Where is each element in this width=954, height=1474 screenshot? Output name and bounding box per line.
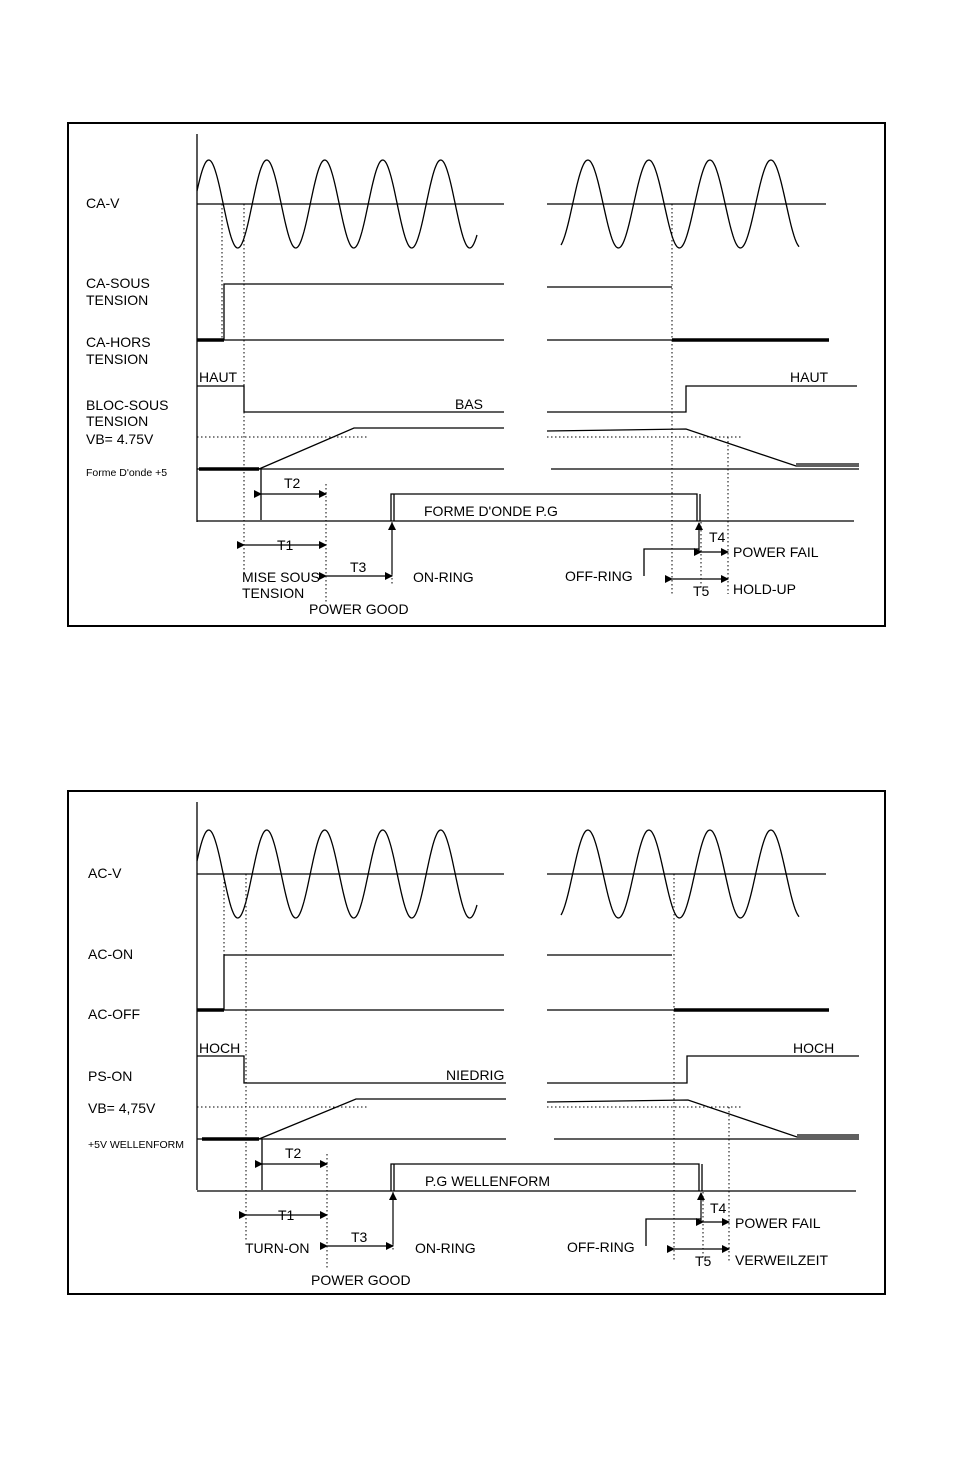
label-powergood: POWER GOOD [311,1272,411,1288]
label-v5: Forme D'onde +5 [86,467,168,479]
label-acoff-line2: TENSION [86,351,149,367]
label-acon-line1: AC-ON [88,946,134,962]
v5-rise-left [259,428,504,469]
label-t4: T4 [710,1200,727,1216]
label-high-right: HAUT [790,369,829,385]
label-low: BAS [455,396,484,412]
acon-signal-left [224,955,504,1010]
label-high-right: HOCH [793,1040,835,1056]
label-v5: +5V WELLENFORM [88,1139,184,1151]
label-powerfail: POWER FAIL [735,1215,821,1231]
label-high-left: HAUT [199,369,238,385]
label-pson-line1: PS-ON [88,1068,133,1084]
label-acon-line1: CA-SOUS [86,275,150,291]
label-offring: OFF-RING [567,1239,635,1255]
label-pson-line2: TENSION [86,413,149,429]
label-low: NIEDRIG [446,1067,505,1083]
label-powergood: POWER GOOD [309,601,409,617]
timing-diagram-french [67,122,886,627]
pson-signal-right [547,1056,859,1083]
label-t2: T2 [285,1145,302,1161]
label-t5: T5 [693,583,710,599]
label-high-left: HOCH [199,1040,241,1056]
timing-diagram-french-svg [69,124,888,629]
label-turnon-line2: TENSION [242,585,305,601]
label-vb: VB= 4,75V [88,1100,156,1116]
label-t3: T3 [351,1229,368,1245]
timing-diagram-german [67,790,886,1295]
label-pson-line1: BLOC-SOUS [86,397,169,413]
label-powerfail: POWER FAIL [733,544,819,560]
v5-fall-right [547,1100,859,1137]
label-acon-line2: TENSION [86,292,149,308]
label-t5: T5 [695,1253,712,1269]
label-t1: T1 [278,1207,295,1223]
label-t2: T2 [284,475,301,491]
label-acv: AC-V [88,865,122,881]
label-t4: T4 [709,529,726,545]
timing-diagram-german-svg [69,792,888,1297]
label-onring: ON-RING [413,569,474,585]
label-t3: T3 [350,559,367,575]
label-pg: FORME D'ONDE P.G [424,503,558,519]
acon-signal-left [224,284,504,340]
label-onring: ON-RING [415,1240,476,1256]
label-t1: T1 [277,537,294,553]
label-turnon-line1: MISE SOUS [242,569,320,585]
label-vb: VB= 4.75V [86,431,154,447]
label-acoff-line1: AC-OFF [88,1006,141,1022]
label-turnon-line1: TURN-ON [245,1240,310,1256]
label-holdup: VERWEILZEIT [735,1252,829,1268]
v5-fall-right [547,429,859,466]
pson-signal-right [547,386,857,412]
label-holdup: HOLD-UP [733,581,797,597]
label-offring: OFF-RING [565,568,633,584]
label-acoff-line1: CA-HORS [86,334,151,350]
label-acv: CA-V [86,195,120,211]
label-pg: P.G WELLENFORM [425,1173,550,1189]
v5-rise-left [259,1099,506,1139]
